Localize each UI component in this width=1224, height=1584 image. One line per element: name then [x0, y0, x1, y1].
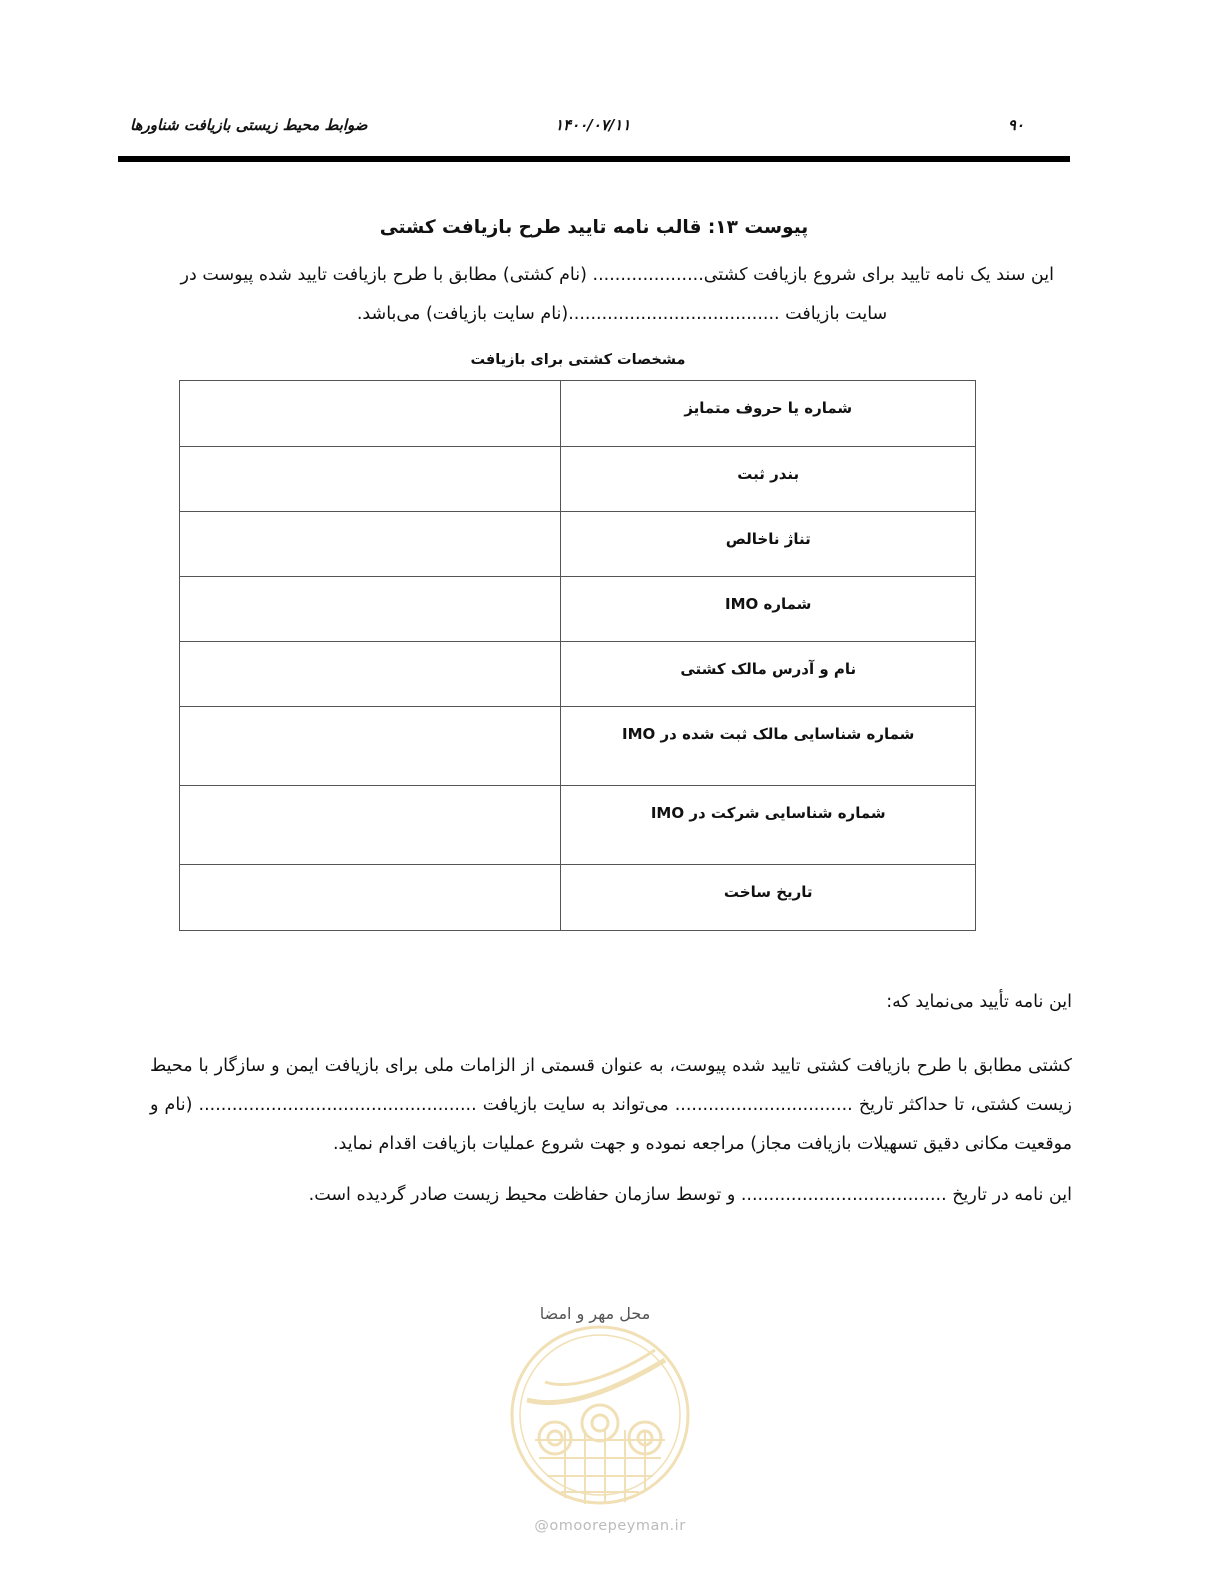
label-cell: نام و آدرس مالک کشتی — [561, 642, 976, 707]
watermark-logo-icon — [505, 1320, 695, 1510]
table-row — [180, 512, 976, 577]
table-row — [180, 642, 976, 707]
value-cell — [180, 381, 561, 447]
document-date: ۱۴۰۰/۰۷/۱۱ — [555, 116, 631, 134]
confirm-paragraph: کشتی مطابق با طرح بازیافت کشتی تایید شده پیوست، به عنوان قسمتی از الزامات ملی برای بازیافت ایمن و سازگار با محیط زیست کشتی، تا حداکثر تاریخ ................................ می‌تواند به سایت بازیافت .................................................. (نام و موقعیت مکانی دقیق تسهیلات بازیافت مجاز) مراجعه نموده و جهت شروع عملیات بازیافت اقدام نماید. — [150, 1056, 1072, 1154]
value-cell — [180, 512, 561, 577]
label-cell: بندر ثبت — [561, 447, 976, 512]
page-number: ۹۰ — [1007, 116, 1024, 134]
table-row — [180, 865, 976, 931]
table-row — [180, 577, 976, 642]
intro-line-1: این سند یک نامه تایید برای شروع بازیافت کشتی.................... (نام کشتی) مطابق با طرح بازیافت تایید شده پیوست در — [180, 265, 1054, 285]
document-title: ضوابط محیط زیستی بازیافت شناورها — [130, 116, 368, 134]
intro-paragraph — [130, 256, 1054, 334]
value-cell — [180, 786, 561, 865]
label-cell: شماره شناسایی مالک ثبت شده در IMO — [561, 707, 976, 786]
confirm-intro: این نامه تأیید می‌نماید که: — [886, 992, 1072, 1012]
value-cell — [180, 865, 561, 931]
table-row — [180, 447, 976, 512]
page-header — [118, 116, 1070, 144]
signature-place-label: محل مهر و امضا — [539, 1304, 651, 1323]
intro-line-2: سایت بازیافت ......................................(نام سایت بازیافت) می‌باشد. — [356, 304, 888, 324]
appendix-title: پیوست ۱۳: قالب نامه تایید طرح بازیافت کشتی — [379, 217, 809, 238]
watermark-website: @omoorepeyman.ir — [534, 1518, 686, 1534]
table-caption: مشخصات کشتی برای بازیافت — [470, 352, 686, 368]
table-row — [180, 707, 976, 786]
label-cell: تناژ ناخالص — [561, 512, 976, 577]
header-divider — [118, 156, 1070, 162]
value-cell — [180, 707, 561, 786]
value-cell — [180, 447, 561, 512]
label-cell: شماره یا حروف متمایز — [561, 381, 976, 447]
ship-spec-table — [179, 380, 976, 931]
label-cell: تاریخ ساخت — [561, 865, 976, 931]
label-cell: شماره شناسایی شرکت در IMO — [561, 786, 976, 865]
table-row — [180, 786, 976, 865]
value-cell — [180, 642, 561, 707]
table-row — [180, 381, 976, 447]
issued-statement: این نامه در تاریخ ..................................... و توسط سازمان حفاظت محیط زیست صادر گردیده است. — [308, 1185, 1072, 1205]
label-cell: شماره IMO — [561, 577, 976, 642]
value-cell — [180, 577, 561, 642]
